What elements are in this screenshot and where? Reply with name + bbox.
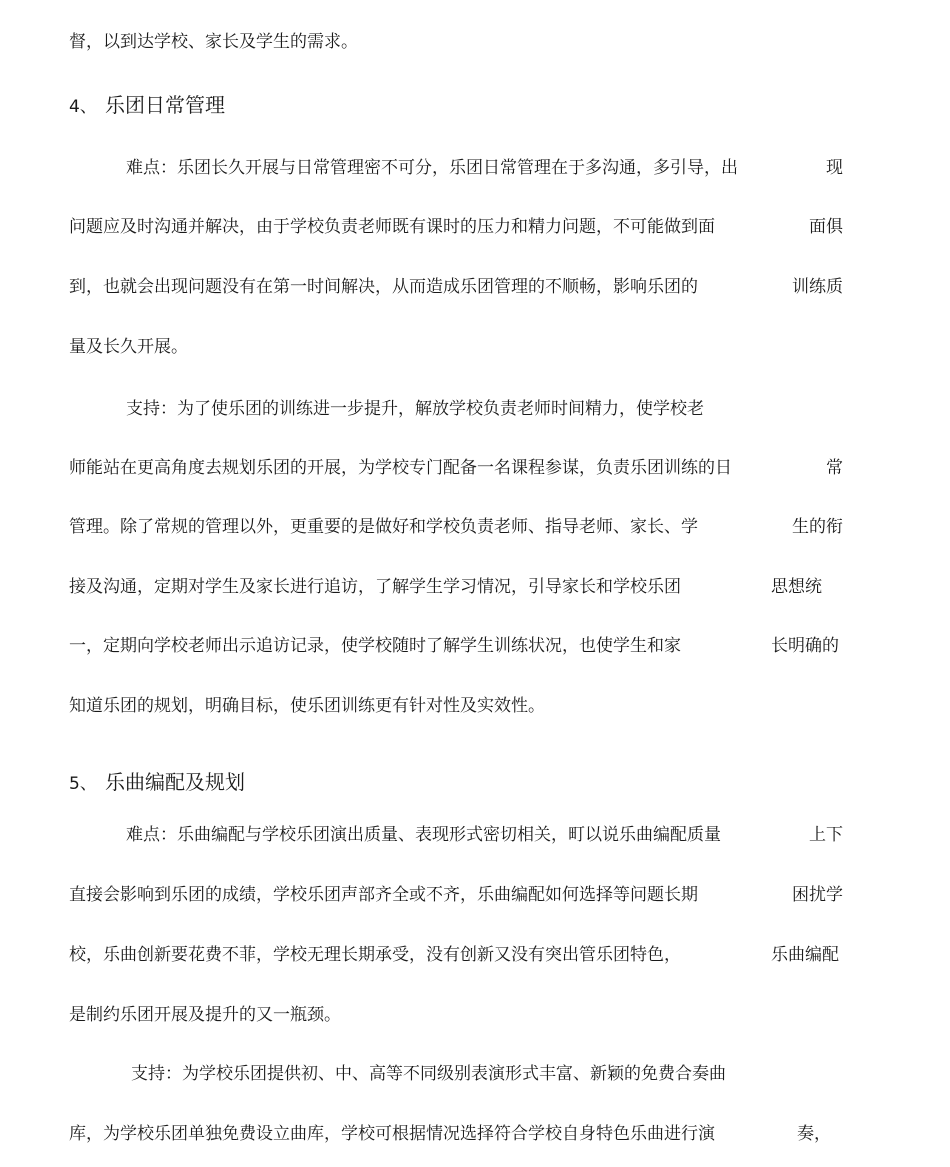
- line-text-tail: 思想统: [771, 577, 822, 597]
- section-heading-5: [69, 769, 245, 797]
- line-text-tail: 现: [826, 158, 843, 178]
- line-text-tail: 常: [826, 458, 843, 478]
- line-text-tail: 训练质: [792, 277, 843, 297]
- line-text-tail: 奏，: [797, 1124, 831, 1144]
- line-text: 量及长久开展。: [69, 337, 188, 357]
- line-text: 知道乐团的规划，明确目标，使乐团训练更有针对性及实效性。: [69, 696, 545, 716]
- heading-number: 4、: [69, 97, 97, 117]
- line-text-tail: 上下: [809, 825, 843, 845]
- line-text: 管理。除了常规的管理以外，更重要的是做好和学校负责老师、指导老师、家长、学: [69, 517, 698, 537]
- line-text: 支持：为学校乐团提供初、中、高等不同级别表演形式丰富、新颖的免费合奏曲: [131, 1064, 726, 1084]
- line-text: 校，乐曲创新要花费不菲，学校无理长期承受，没有创新又没有突出管乐团特色，: [69, 945, 681, 965]
- line-text: 接及沟通，定期对学生及家长进行追访，了解学生学习情况，引导家长和学校乐团: [69, 577, 681, 597]
- line-text: 是制约乐团开展及提升的又一瓶颈。: [69, 1005, 341, 1025]
- heading-number: 5、: [69, 774, 97, 794]
- line-text-tail: 乐曲编配: [771, 945, 839, 965]
- heading-title: 乐团日常管理: [105, 93, 225, 117]
- line-text-tail: 生的衔: [792, 517, 843, 537]
- heading-title: 乐曲编配及规划: [105, 770, 245, 794]
- line-text-tail: 面俱: [809, 217, 843, 237]
- line-text: 问题应及时沟通并解决，由于学校负责老师既有课时的压力和精力问题，不可能做到面: [69, 217, 715, 237]
- line-text: 师能站在更高角度去规划乐团的开展，为学校专门配备一名课程参谋，负责乐团训练的日: [69, 458, 732, 478]
- line-text-tail: 长明确的: [771, 636, 839, 656]
- line-text-tail: 困扰学: [792, 885, 843, 905]
- line-text: 一，定期向学校老师出示追访记录，使学校随时了解学生训练状况，也使学生和家: [69, 636, 681, 656]
- line-text: 直接会影响到乐团的成绩，学校乐团声部齐全或不齐，乐曲编配如何选择等问题长期: [69, 885, 698, 905]
- line-text: 难点：乐团长久开展与日常管理密不可分，乐团日常管理在于多沟通，多引导，出: [126, 158, 738, 178]
- line-text: 库，为学校乐团单独免费设立曲库，学校可根据情况选择符合学校自身特色乐曲进行演: [69, 1124, 715, 1144]
- line-text: 难点：乐曲编配与学校乐团演出质量、表现形式密切相关，町以说乐曲编配质量: [126, 825, 721, 845]
- section-heading-4: [69, 92, 225, 120]
- line-text: 支持：为了使乐团的训练进一步提升，解放学校负责老师时间精力，使学校老: [126, 399, 704, 419]
- line-text: 督，以到达学校、家长及学生的需求。: [69, 32, 358, 52]
- line-text: 到，也就会出现问题没有在第一时间解决，从而造成乐团管理的不顺畅，影响乐团的: [69, 277, 698, 297]
